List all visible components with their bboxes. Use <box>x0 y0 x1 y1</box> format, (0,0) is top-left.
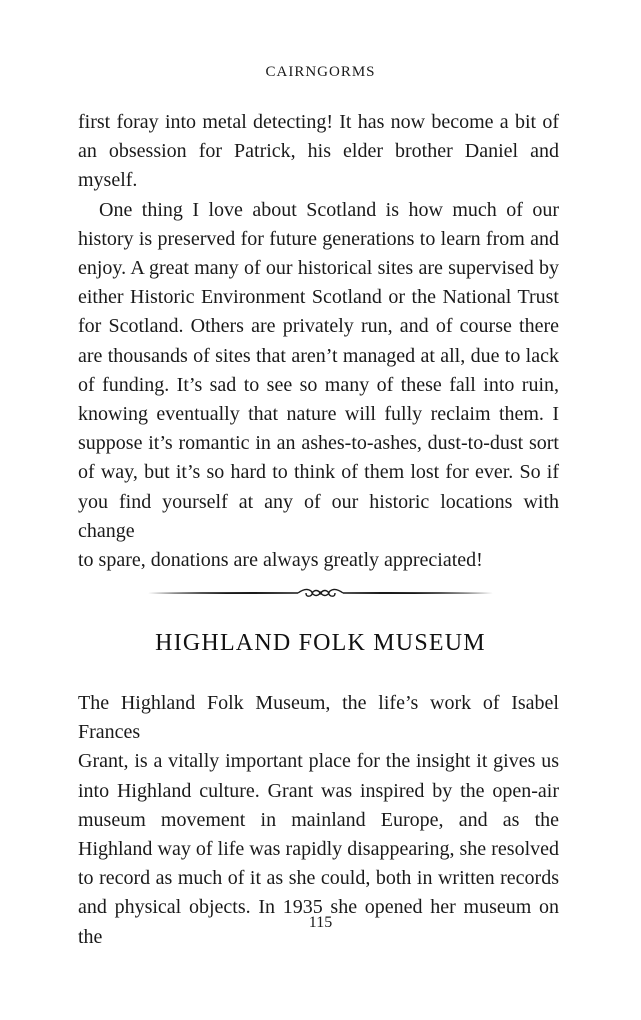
text-line: you find yourself at any of our historic locations with change <box>78 490 559 542</box>
body-text-top <box>78 108 559 575</box>
text-line: are thousands of sites that aren’t managed at all, due to lack <box>78 344 559 367</box>
text-line: to record as much of it as she could, both in written records <box>78 867 559 890</box>
text-line: history is preserved for future generations to learn from and <box>78 227 559 250</box>
text-line: of funding. It’s sad to see so many of these fall into ruin, <box>78 373 559 396</box>
body-text-bottom <box>78 689 559 952</box>
text-line: museum movement in mainland Europe, and as the <box>78 808 559 831</box>
paragraph-continuation <box>78 108 559 196</box>
running-head: CAIRNGORMS <box>265 64 376 80</box>
text-line: first foray into metal detecting! It has now become a bit of <box>78 111 559 133</box>
text-line: either Historic Environment Scotland or the National Trust <box>78 286 559 309</box>
section-heading: HIGHLAND FOLK MUSEUM <box>155 630 486 656</box>
text-line: for Scotland. Others are privately run, and of course there <box>78 315 559 338</box>
page-number: 115 <box>308 914 333 931</box>
text-line: myself. <box>78 169 138 192</box>
scroll-ornament-icon <box>148 582 493 604</box>
text-line: into Highland culture. Grant was inspired by the open-air <box>78 779 559 802</box>
paragraph-scotland-history <box>78 196 559 576</box>
text-line: an obsession for Patrick, his elder brother Daniel and <box>78 140 559 163</box>
text-line: to spare, donations are always greatly appreciated! <box>78 549 483 572</box>
text-line: The Highland Folk Museum, the life’s work of Isabel Frances <box>78 692 559 744</box>
text-line: Grant, is a vitally important place for the insight it gives us <box>78 750 559 773</box>
paragraph-highland-folk-museum <box>78 689 559 952</box>
text-line: knowing eventually that nature will fully reclaim them. I <box>78 403 559 426</box>
text-line: and physical objects. In 1935 she opened her museum on the <box>78 896 559 948</box>
text-line: Highland way of life was rapidly disappearing, she resolved <box>78 838 559 861</box>
text-line: enjoy. A great many of our historical sites are supervised by <box>78 257 559 280</box>
text-line: One thing I love about Scotland is how much of our <box>99 198 559 221</box>
text-line: of way, but it’s so hard to think of them lost for ever. So if <box>78 461 559 484</box>
text-line: suppose it’s romantic in an ashes-to-ashes, dust-to-dust sort <box>78 432 559 455</box>
